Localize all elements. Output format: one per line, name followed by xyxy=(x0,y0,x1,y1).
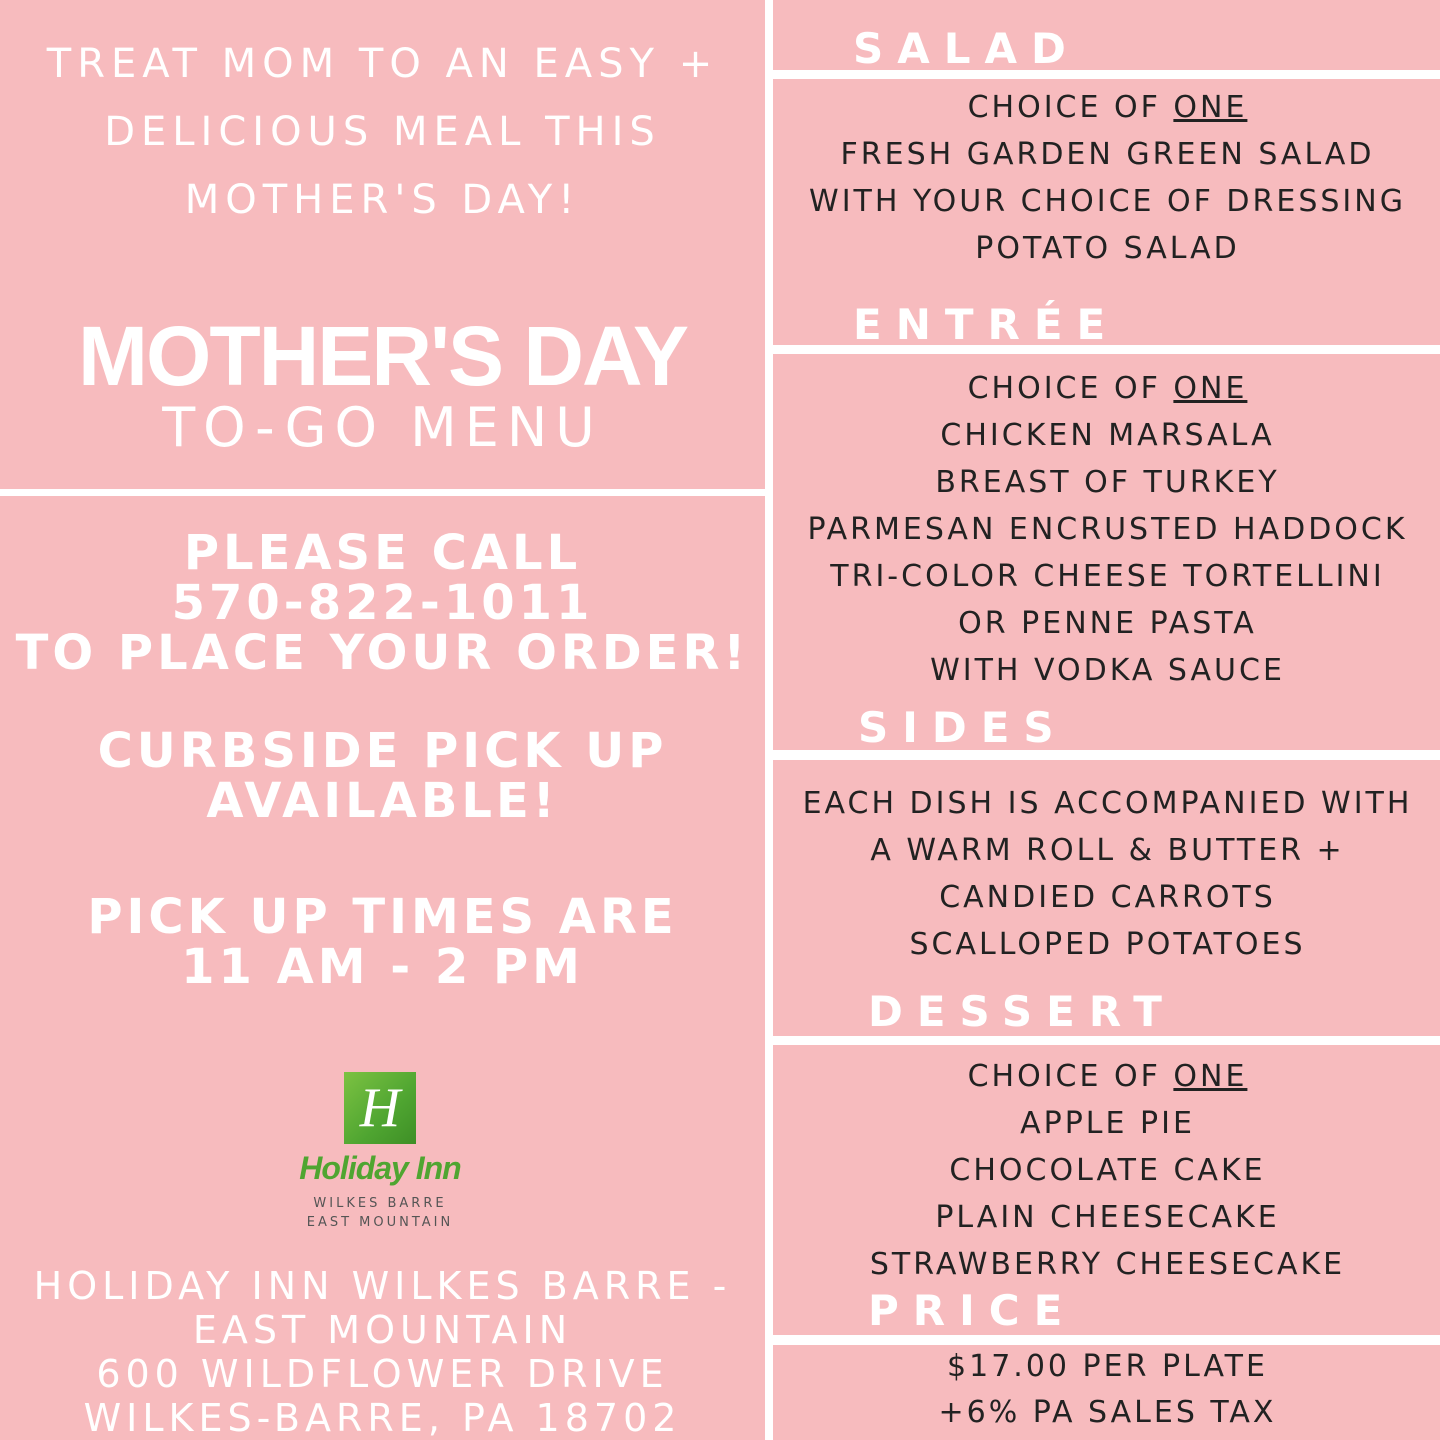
logo-location-line2: EAST MOUNTAIN xyxy=(306,1215,454,1230)
list-item: TRI-COLOR CHEESE TORTELLINI xyxy=(830,559,1385,594)
list-item: OR PENNE PASTA xyxy=(958,606,1257,641)
entree-heading: ENTRÉE xyxy=(853,300,1120,349)
address-line: 600 WILDFLOWER DRIVE xyxy=(96,1352,669,1396)
list-item: CHICKEN MARSALA xyxy=(940,418,1275,453)
list-item: POTATO SALAD xyxy=(975,231,1240,266)
dessert-heading: DESSERT xyxy=(868,987,1176,1036)
list-item: WITH VODKA SAUCE xyxy=(930,653,1285,688)
address xyxy=(0,1264,765,1440)
choice-prefix: CHOICE OF xyxy=(967,371,1174,406)
pickup-line: PICK UP TIMES ARE xyxy=(87,889,678,945)
order-line: TO PLACE YOUR ORDER! xyxy=(15,625,750,681)
choice-line xyxy=(775,84,1440,131)
list-item: PLAIN CHEESECAKE xyxy=(935,1200,1280,1235)
sides-list xyxy=(775,780,1440,968)
curbside-line: CURBSIDE PICK UP xyxy=(97,723,668,779)
logo-mark: H xyxy=(359,1077,401,1139)
curbside-info xyxy=(0,723,765,829)
salad-list xyxy=(775,84,1440,272)
price-line: +6% PA SALES TAX xyxy=(938,1395,1277,1430)
price-line: $17.00 PER PLATE xyxy=(947,1349,1268,1384)
page-subtitle: TO-GO MENU xyxy=(162,396,603,459)
list-item: FRESH GARDEN GREEN SALAD xyxy=(840,137,1375,172)
logo-brand: Holiday Inn xyxy=(299,1150,461,1186)
list-item: A WARM ROLL & BUTTER + xyxy=(870,833,1345,868)
address-line: HOLIDAY INN WILKES BARRE - xyxy=(33,1264,732,1308)
intro-line: TREAT MOM TO AN EASY + xyxy=(46,41,719,87)
choice-prefix: CHOICE OF xyxy=(967,90,1174,125)
list-item: EACH DISH IS ACCOMPANIED WITH xyxy=(802,786,1413,821)
page-title: MOTHER'S DAY xyxy=(78,309,687,403)
salad-heading: SALAD xyxy=(853,24,1080,73)
logo-location-line1: WILKES BARRE xyxy=(313,1196,447,1211)
phone-number[interactable]: 570-822-1011 xyxy=(171,575,594,631)
intro-text xyxy=(0,30,765,234)
list-item: SCALLOPED POTATOES xyxy=(909,927,1306,962)
holiday-inn-h-icon xyxy=(344,1072,416,1144)
pickup-line: 11 AM - 2 PM xyxy=(181,939,584,995)
list-item: APPLE PIE xyxy=(1020,1106,1195,1141)
list-item: CANDIED CARROTS xyxy=(939,880,1276,915)
list-item: BREAST OF TURKEY xyxy=(935,465,1280,500)
choice-word: ONE xyxy=(1173,371,1248,406)
address-line: WILKES-BARRE, PA 18702 xyxy=(83,1396,682,1440)
choice-word: ONE xyxy=(1173,90,1248,125)
list-item: CHOCOLATE CAKE xyxy=(949,1153,1266,1188)
order-line: PLEASE CALL xyxy=(183,525,582,581)
entree-list xyxy=(775,365,1440,694)
choice-prefix: CHOICE OF xyxy=(967,1059,1174,1094)
address-line: EAST MOUNTAIN xyxy=(192,1308,573,1352)
dessert-list xyxy=(775,1053,1440,1288)
pickup-times xyxy=(0,889,765,995)
curbside-line: AVAILABLE! xyxy=(206,773,559,829)
sides-heading: SIDES xyxy=(858,703,1068,752)
choice-word: ONE xyxy=(1173,1059,1248,1094)
list-item: STRAWBERRY CHEESECAKE xyxy=(869,1247,1346,1282)
price-heading: PRICE xyxy=(868,1286,1077,1335)
choice-line xyxy=(775,1053,1440,1100)
intro-line: MOTHER'S DAY! xyxy=(184,177,581,223)
intro-line: DELICIOUS MEAL THIS xyxy=(104,109,661,155)
price-list xyxy=(775,1344,1440,1436)
list-item: WITH YOUR CHOICE OF DRESSING xyxy=(809,184,1406,219)
list-item: PARMESAN ENCRUSTED HADDOCK xyxy=(807,512,1408,547)
choice-line xyxy=(775,365,1440,412)
order-info xyxy=(0,525,765,681)
